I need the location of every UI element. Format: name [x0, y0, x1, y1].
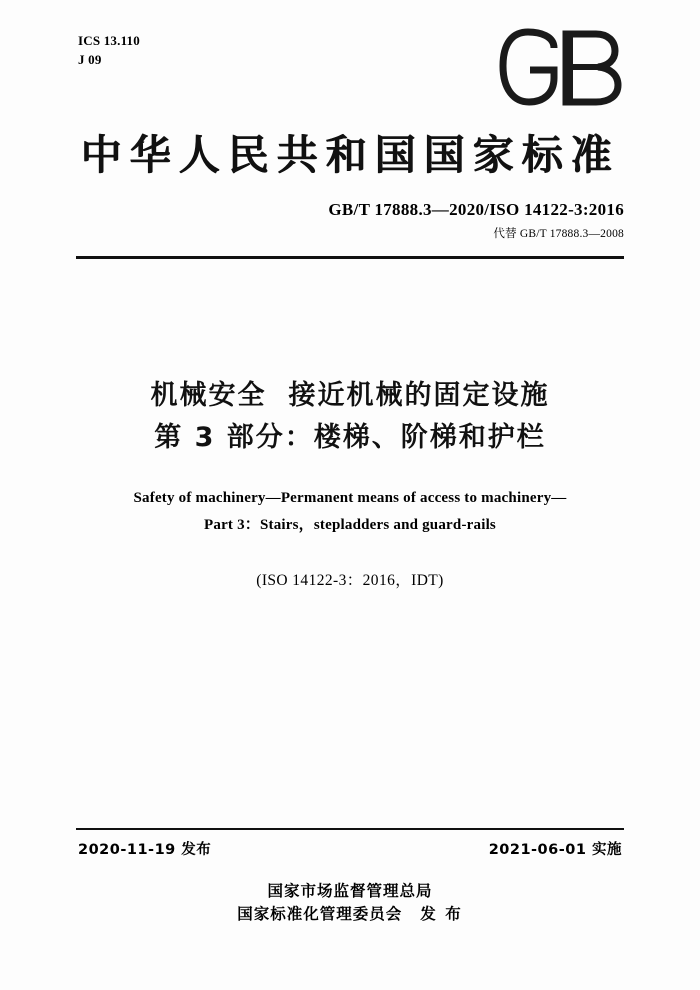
issuer-line2: 国家标准化管理委员会 — [237, 905, 403, 924]
title-cn-line1-part2: 接近机械的固定设施 — [288, 380, 550, 411]
publish-word: 发 布 — [420, 905, 463, 924]
issuer-line2-wrap — [237, 903, 462, 926]
page-title: 中华人民共和国国家标准 — [80, 131, 620, 179]
standard-number-block — [328, 200, 624, 241]
title-en — [0, 485, 700, 541]
title-cn-line2: 第 3 部分：楼梯、阶梯和护栏 — [154, 421, 546, 453]
title-en-line1: Safety of machinery—Permanent means of access to machinery— — [133, 489, 567, 506]
title-cn-line1 — [0, 375, 700, 417]
divider-bottom — [76, 828, 624, 830]
replaces-note: 代替 GB/T 17888.3—2008 — [493, 228, 624, 240]
classification-code: J 09 — [78, 51, 102, 67]
title-block — [0, 375, 700, 590]
iso-equivalence: (ISO 14122-3：2016，IDT) — [256, 572, 444, 590]
implementation-date: 2021-06-01 实施 — [488, 842, 622, 858]
issuer-line1: 国家市场监督管理总局 — [267, 882, 433, 900]
dates-row — [78, 838, 622, 859]
divider-top — [76, 256, 624, 259]
standard-number: GB/T 17888.3—2020/ISO 14122-3:2016 — [328, 200, 624, 219]
title-cn-line1-part1: 机械安全 — [150, 380, 267, 411]
title-en-line2: Part 3：Stairs，stepladders and guard-rails — [204, 517, 496, 534]
ics-block — [78, 32, 140, 70]
issuer-block — [0, 880, 700, 927]
gb-logo-icon — [496, 26, 626, 110]
issue-date: 2020-11-19 发布 — [78, 842, 212, 858]
ics-code: ICS 13.110 — [78, 33, 140, 48]
